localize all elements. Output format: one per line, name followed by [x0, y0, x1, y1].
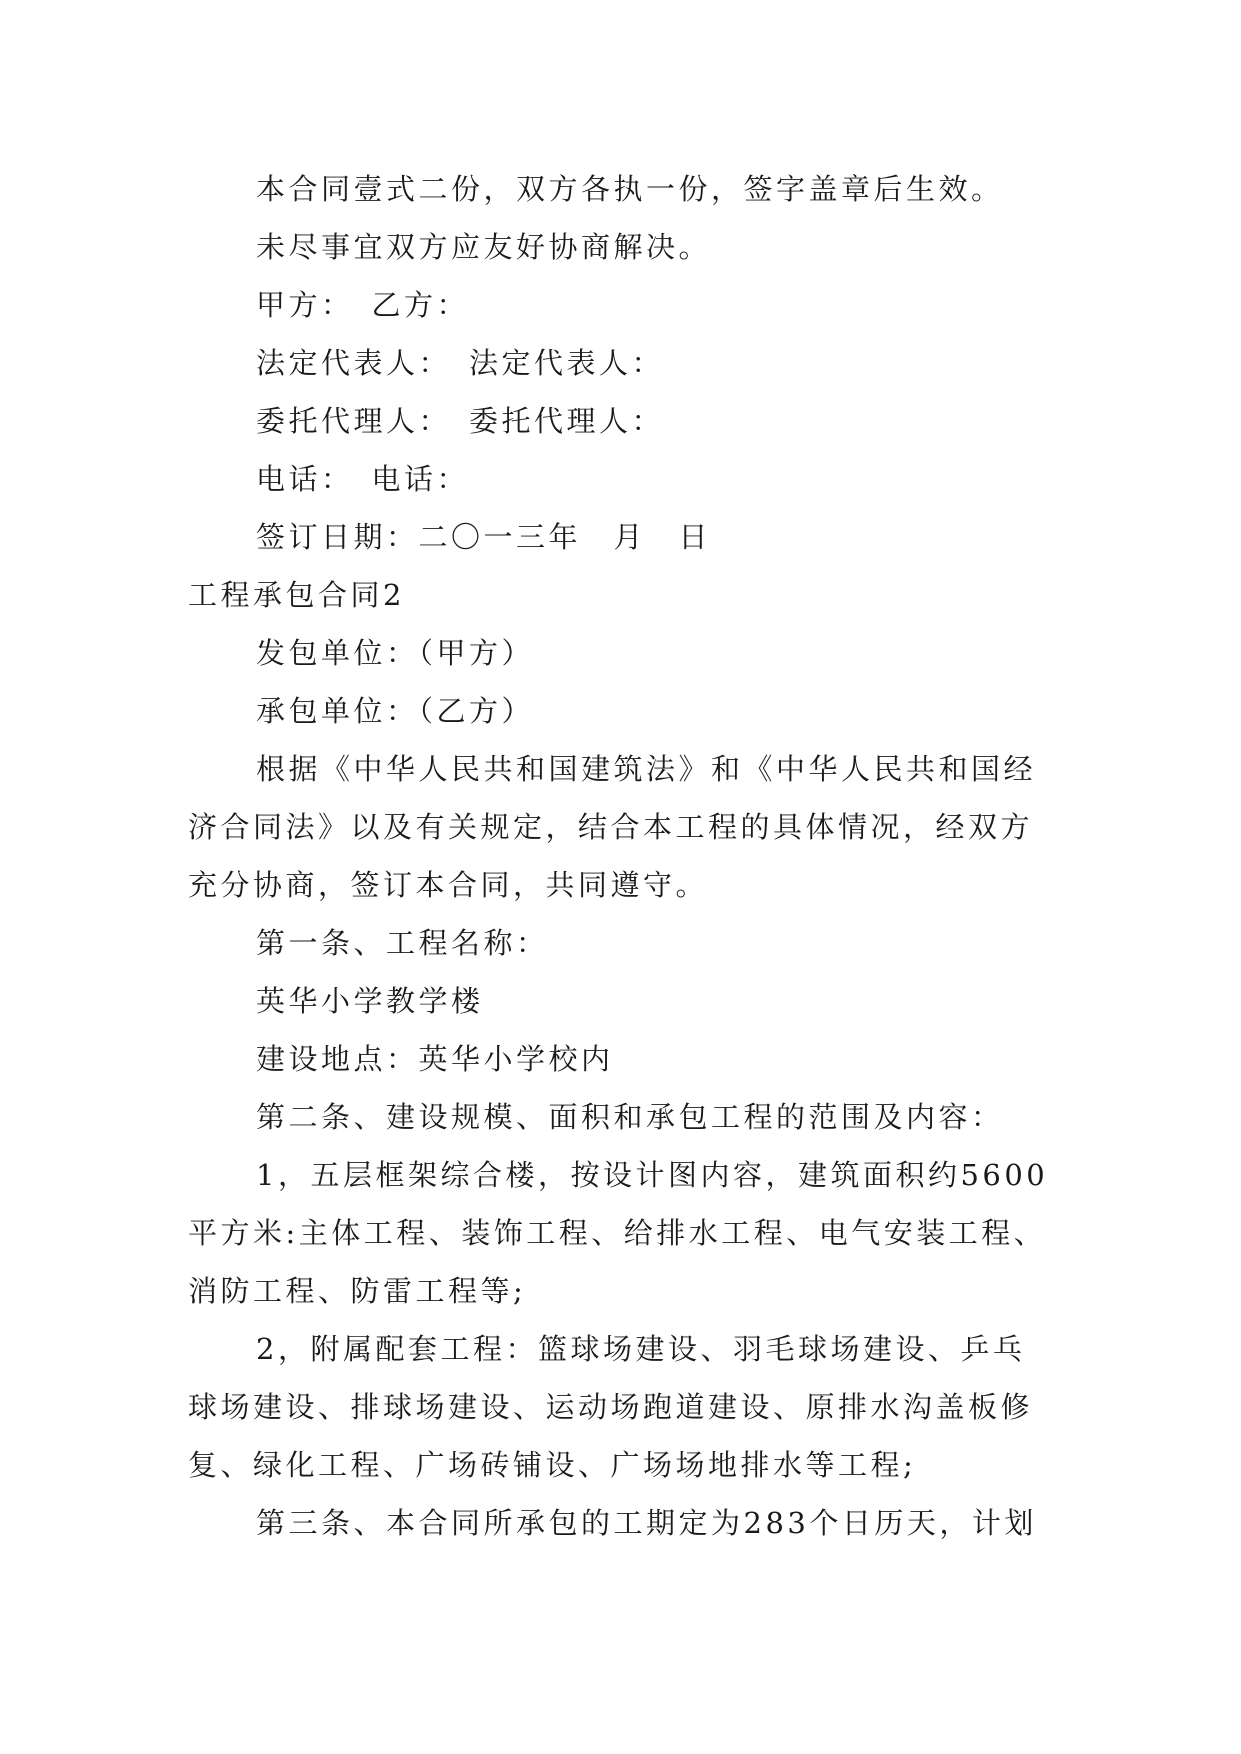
document-body — [188, 160, 1055, 1552]
text-line: 第二条、建设规模、面积和承包工程的范围及内容： — [256, 1100, 1004, 1134]
text-line: 本合同壹式二份，双方各执一份，签字盖章后生效。 — [256, 172, 1004, 206]
text-line: 签订日期：二〇一三年 月 日 — [256, 520, 712, 554]
text-line: 平方米:主体工程、装饰工程、给排水工程、电气安装工程、 — [188, 1216, 1047, 1250]
text-line: 复、绿化工程、广场砖铺设、广场场地排水等工程; — [188, 1448, 917, 1482]
text-line: 承包单位：（乙方） — [256, 694, 535, 728]
text-line: 第一条、工程名称： — [256, 926, 549, 960]
section-heading: 工程承包合同2 — [188, 578, 405, 612]
text-line: 充分协商，签订本合同，共同遵守。 — [188, 868, 709, 902]
text-line: 法定代表人： 法定代表人： — [256, 346, 665, 380]
text-line: 第三条、本合同所承包的工期定为283个日历天，计划 — [256, 1506, 1037, 1540]
text-line: 发包单位：（甲方） — [256, 636, 535, 670]
text-line: 建设地点：英华小学校内 — [256, 1042, 614, 1076]
text-line: 甲方： 乙方： — [256, 288, 470, 322]
text-line: 电话： 电话： — [256, 462, 470, 496]
text-line: 1，五层框架综合楼，按设计图内容，建筑面积约5600 — [256, 1158, 1049, 1192]
text-line: 英华小学教学楼 — [256, 984, 484, 1018]
text-line: 未尽事宜双方应友好协商解决。 — [256, 230, 712, 264]
text-line: 消防工程、防雷工程等; — [188, 1274, 527, 1308]
text-line: 根据《中华人民共和国建筑法》和《中华人民共和国经 — [256, 752, 1037, 786]
text-line: 济合同法》以及有关规定，结合本工程的具体情况，经双方 — [188, 810, 1034, 844]
text-line: 球场建设、排球场建设、运动场跑道建设、原排水沟盖板修 — [188, 1390, 1034, 1424]
text-line: 委托代理人： 委托代理人： — [256, 404, 665, 438]
text-line: 2，附属配套工程：篮球场建设、羽毛球场建设、乒乓 — [256, 1332, 1026, 1366]
